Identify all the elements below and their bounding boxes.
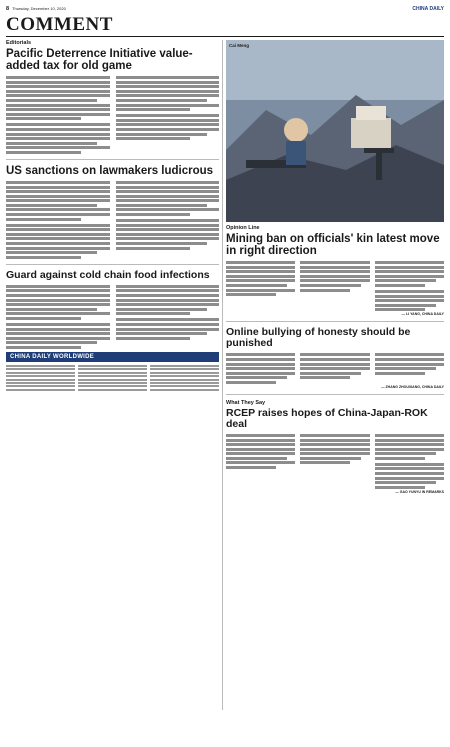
editorial3-body: [6, 285, 219, 349]
masthead-rule: [6, 36, 444, 37]
opinion2-body: [226, 353, 444, 384]
what-they-say-label: What They Say: [226, 399, 266, 406]
issue-date: Thursday, December 10, 2020: [12, 6, 66, 11]
editorials-kicker: Editorials: [6, 40, 32, 46]
editorial-cartoon: [226, 40, 444, 222]
opinion-line-label: Opinion Line: [226, 225, 260, 231]
top-bar: [6, 4, 444, 13]
page-info: [6, 6, 66, 12]
opinion2-signoff: — ZHANG ZHOUXIANG, CHINA DAILY: [381, 384, 444, 389]
right-column: [226, 40, 444, 494]
opinion1-body: [226, 261, 444, 311]
section-separator: [226, 321, 444, 322]
opinion1-signoff: — LI YANG, CHINA DAILY: [401, 312, 444, 317]
left-column: [6, 40, 219, 392]
opinion-headline-3: RCEP raises hopes of China-Japan-ROK deal: [226, 406, 428, 430]
opinion3-signoff: — GAO YUNYU IN REMARKS: [395, 489, 444, 494]
brand-logo: CHINA DAILY: [412, 5, 444, 12]
editorial1-body: [6, 76, 219, 154]
editorial2-headline: US sanctions on lawmakers ludicrous: [6, 164, 214, 177]
section-separator: [6, 264, 219, 265]
worldwide-info-box: [6, 352, 219, 392]
opinion-headline-2: Online bullying of honesty should be punished: [226, 326, 411, 350]
editorial2-body: [6, 181, 219, 259]
section-masthead: COMMENT: [6, 14, 113, 35]
section-separator: [226, 394, 444, 395]
bureau-listing: [6, 365, 219, 392]
cartoon-illustration: [226, 40, 444, 222]
cartoonist-name: Cai Meng: [229, 43, 250, 48]
worldwide-bar: CHINA DAILY WORLDWIDE: [6, 352, 219, 362]
column-divider: [222, 40, 223, 710]
opinion-headline-1: Mining ban on officials' kin latest move in right direction: [226, 233, 440, 257]
opinion3-body: [226, 434, 444, 489]
page-number: 8: [6, 5, 10, 12]
editorial1-headline: Pacific Deterrence Initiative value-added tax for old game: [6, 48, 193, 72]
editorial3-headline: Guard against cold chain food infections: [6, 268, 210, 281]
section-separator: [6, 159, 219, 160]
